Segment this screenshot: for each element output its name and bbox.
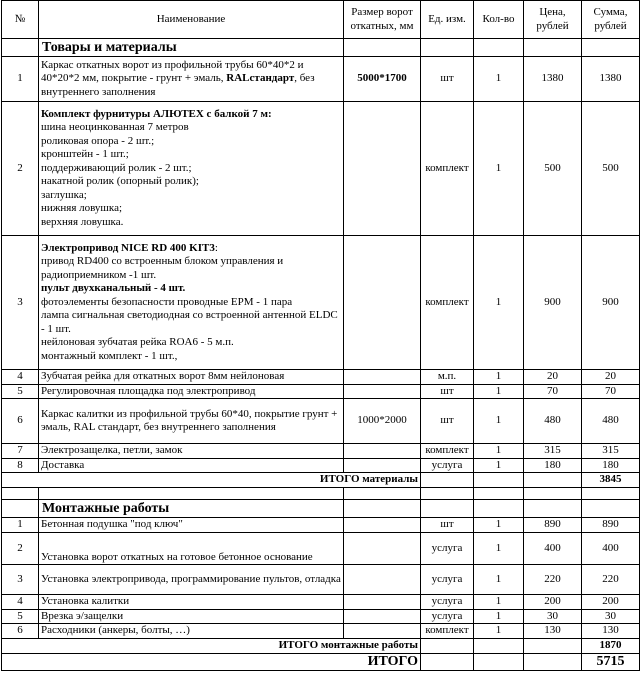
row-line-bold: Электропривод NICE RD 400 KIT3 — [41, 241, 215, 254]
table-row — [2, 595, 640, 610]
header-num: № — [2, 1, 39, 39]
row-line: накатной ролик (опорный ролик); — [41, 175, 199, 188]
row-name-part: RALстандарт — [226, 72, 295, 85]
row-qty: 1 — [474, 102, 524, 236]
grand-total-row — [2, 653, 640, 670]
subtotal-materials-label: ИТОГО материалы — [2, 473, 421, 488]
row-sum: 20 — [582, 370, 640, 385]
header-name: Наименование — [39, 1, 344, 39]
row-name — [39, 102, 344, 236]
row-size — [344, 236, 421, 370]
row-name: Зубчатая рейка для откатных ворот 8мм нейлоновая — [39, 370, 344, 385]
row-line: монтажный комплект - 1 шт., — [41, 349, 178, 362]
row-unit: услуга — [421, 565, 474, 595]
row-num: 4 — [2, 370, 39, 385]
row-size: 1000*2000 — [344, 399, 421, 444]
header-unit: Ед. изм. — [421, 1, 474, 39]
row-size: 5000*1700 — [344, 57, 421, 102]
row-line: нижняя ловушка; — [41, 202, 123, 215]
row-name: Установка калитки — [39, 595, 344, 610]
row-name — [39, 57, 344, 102]
row-price: 315 — [524, 444, 582, 459]
row-price: 900 — [524, 236, 582, 370]
row-qty: 1 — [474, 565, 524, 595]
row-line: Комплект фурнитуры АЛЮТЕХ с балкой 7 м: — [41, 107, 272, 120]
row-num: 3 — [2, 236, 39, 370]
row-name-part: , без внутреннего заполнения — [41, 72, 315, 98]
row-num: 8 — [2, 458, 39, 473]
row-unit: комплект — [421, 102, 474, 236]
section-header-row — [2, 500, 640, 518]
table-row — [2, 565, 640, 595]
table-row — [2, 533, 640, 565]
row-size — [344, 102, 421, 236]
row-price: 200 — [524, 595, 582, 610]
grand-total-value: 5715 — [582, 653, 640, 670]
spacer-row — [2, 488, 640, 500]
row-name: Установка ворот откатных на готовое бетонное основание — [39, 533, 344, 565]
header-size: Размер ворот откатных, мм — [344, 1, 421, 39]
row-price: 20 — [524, 370, 582, 385]
row-name: Установка электропривода, программирование пультов, отладка — [39, 565, 344, 595]
row-sum: 220 — [582, 565, 640, 595]
row-line: верхняя ловушка. — [41, 215, 124, 228]
row-line: фотоэлементы безопасности проводные EPM - 1 пара — [41, 295, 293, 308]
row-name: Бетонная подушка "под ключ" — [39, 518, 344, 533]
row-num: 5 — [2, 384, 39, 399]
table-row — [2, 609, 640, 624]
row-num: 2 — [2, 533, 39, 565]
header-qty: Кол-во — [474, 1, 524, 39]
row-price: 220 — [524, 565, 582, 595]
row-num: 1 — [2, 57, 39, 102]
row-price: 480 — [524, 399, 582, 444]
row-qty: 1 — [474, 236, 524, 370]
row-line: пульт двухканальный - 4 шт. — [41, 282, 186, 295]
row-qty: 1 — [474, 609, 524, 624]
row-price: 180 — [524, 458, 582, 473]
row-price: 130 — [524, 624, 582, 639]
row-name: Регулировочная площадка под электропривод — [39, 384, 344, 399]
subtotal-works-value: 1870 — [582, 638, 640, 653]
row-line: поддерживающий ролик - 2 шт.; — [41, 161, 192, 174]
table-row — [2, 518, 640, 533]
row-line: шина неоцинкованная 7 метров — [41, 121, 189, 134]
row-unit: шт — [421, 57, 474, 102]
row-sum: 480 — [582, 399, 640, 444]
row-sum: 500 — [582, 102, 640, 236]
subtotal-row — [2, 638, 640, 653]
row-line: роликовая опора - 2 шт.; — [41, 134, 155, 147]
row-qty: 1 — [474, 533, 524, 565]
section-title-works: Монтажные работы — [39, 500, 344, 518]
row-unit: услуга — [421, 595, 474, 610]
row-num: 5 — [2, 609, 39, 624]
row-qty: 1 — [474, 444, 524, 459]
estimate-table — [1, 0, 640, 671]
table-row — [2, 102, 640, 236]
row-sum: 400 — [582, 533, 640, 565]
row-price: 1380 — [524, 57, 582, 102]
subtotal-row — [2, 473, 640, 488]
row-num: 3 — [2, 565, 39, 595]
row-unit: услуга — [421, 609, 474, 624]
row-name: Расходники (анкеры, болты, …) — [39, 624, 344, 639]
row-size — [344, 444, 421, 459]
row-qty: 1 — [474, 384, 524, 399]
row-sum: 315 — [582, 444, 640, 459]
row-qty: 1 — [474, 458, 524, 473]
row-sum: 1380 — [582, 57, 640, 102]
row-sum: 180 — [582, 458, 640, 473]
row-qty: 1 — [474, 624, 524, 639]
row-qty: 1 — [474, 57, 524, 102]
row-price: 30 — [524, 609, 582, 624]
row-unit: шт — [421, 384, 474, 399]
row-qty: 1 — [474, 370, 524, 385]
row-price: 500 — [524, 102, 582, 236]
row-name: Врезка э/защелки — [39, 609, 344, 624]
header-row — [2, 1, 640, 39]
section-header-row — [2, 39, 640, 57]
row-num: 6 — [2, 399, 39, 444]
row-num: 6 — [2, 624, 39, 639]
table-row — [2, 399, 640, 444]
row-unit: услуга — [421, 458, 474, 473]
row-size — [344, 384, 421, 399]
row-sum: 200 — [582, 595, 640, 610]
row-num: 4 — [2, 595, 39, 610]
row-unit: комплект — [421, 444, 474, 459]
row-line — [41, 242, 341, 256]
row-name-part: Каркас откатных ворот из профильной трубы 60*40*2 и 40*20*2 мм, покрытие - грунт + эмаль, — [41, 58, 304, 85]
row-sum: 70 — [582, 384, 640, 399]
row-num: 2 — [2, 102, 39, 236]
row-num: 1 — [2, 518, 39, 533]
row-unit: комплект — [421, 236, 474, 370]
header-sum: Сумма, рублей — [582, 1, 640, 39]
row-size — [344, 370, 421, 385]
row-sum: 130 — [582, 624, 640, 639]
row-num: 7 — [2, 444, 39, 459]
row-line-suffix: : — [214, 241, 218, 254]
row-qty: 1 — [474, 595, 524, 610]
row-sum: 30 — [582, 609, 640, 624]
table-row — [2, 384, 640, 399]
row-price: 890 — [524, 518, 582, 533]
row-line: лампа сигнальная светодиодная со встроенной антенной ELDC - 1 шт. — [41, 309, 338, 335]
row-sum: 900 — [582, 236, 640, 370]
row-unit: комплект — [421, 624, 474, 639]
row-unit: шт — [421, 518, 474, 533]
table-row — [2, 458, 640, 473]
row-unit: услуга — [421, 533, 474, 565]
header-price: Цена, рублей — [524, 1, 582, 39]
table-row — [2, 370, 640, 385]
row-name: Доставка — [39, 458, 344, 473]
row-price: 400 — [524, 533, 582, 565]
row-unit: м.п. — [421, 370, 474, 385]
table-row — [2, 236, 640, 370]
row-sum: 890 — [582, 518, 640, 533]
row-qty: 1 — [474, 399, 524, 444]
row-line: кронштейн - 1 шт.; — [41, 148, 129, 161]
subtotal-materials-value: 3845 — [582, 473, 640, 488]
row-qty: 1 — [474, 518, 524, 533]
table-row — [2, 444, 640, 459]
row-name — [39, 236, 344, 370]
row-size — [344, 458, 421, 473]
table-row — [2, 624, 640, 639]
row-name: Каркас калитки из профильной трубы 60*40, покрытие грунт + эмаль, RAL стандарт, без внутреннего заполнения — [39, 399, 344, 444]
row-line: нейлоновая зубчатая рейка ROA6 - 5 м.п. — [41, 336, 234, 349]
row-name: Электрозащелка, петли, замок — [39, 444, 344, 459]
section-title-materials: Товары и материалы — [39, 39, 344, 57]
row-line: привод RD400 со встроенным блоком управления и радиоприемником -1 шт. — [41, 255, 284, 281]
subtotal-works-label: ИТОГО монтажные работы — [2, 638, 421, 653]
row-price: 70 — [524, 384, 582, 399]
table-row — [2, 57, 640, 102]
row-unit: шт — [421, 399, 474, 444]
row-line: заглушка; — [41, 188, 87, 201]
grand-total-label: ИТОГО — [2, 653, 421, 670]
